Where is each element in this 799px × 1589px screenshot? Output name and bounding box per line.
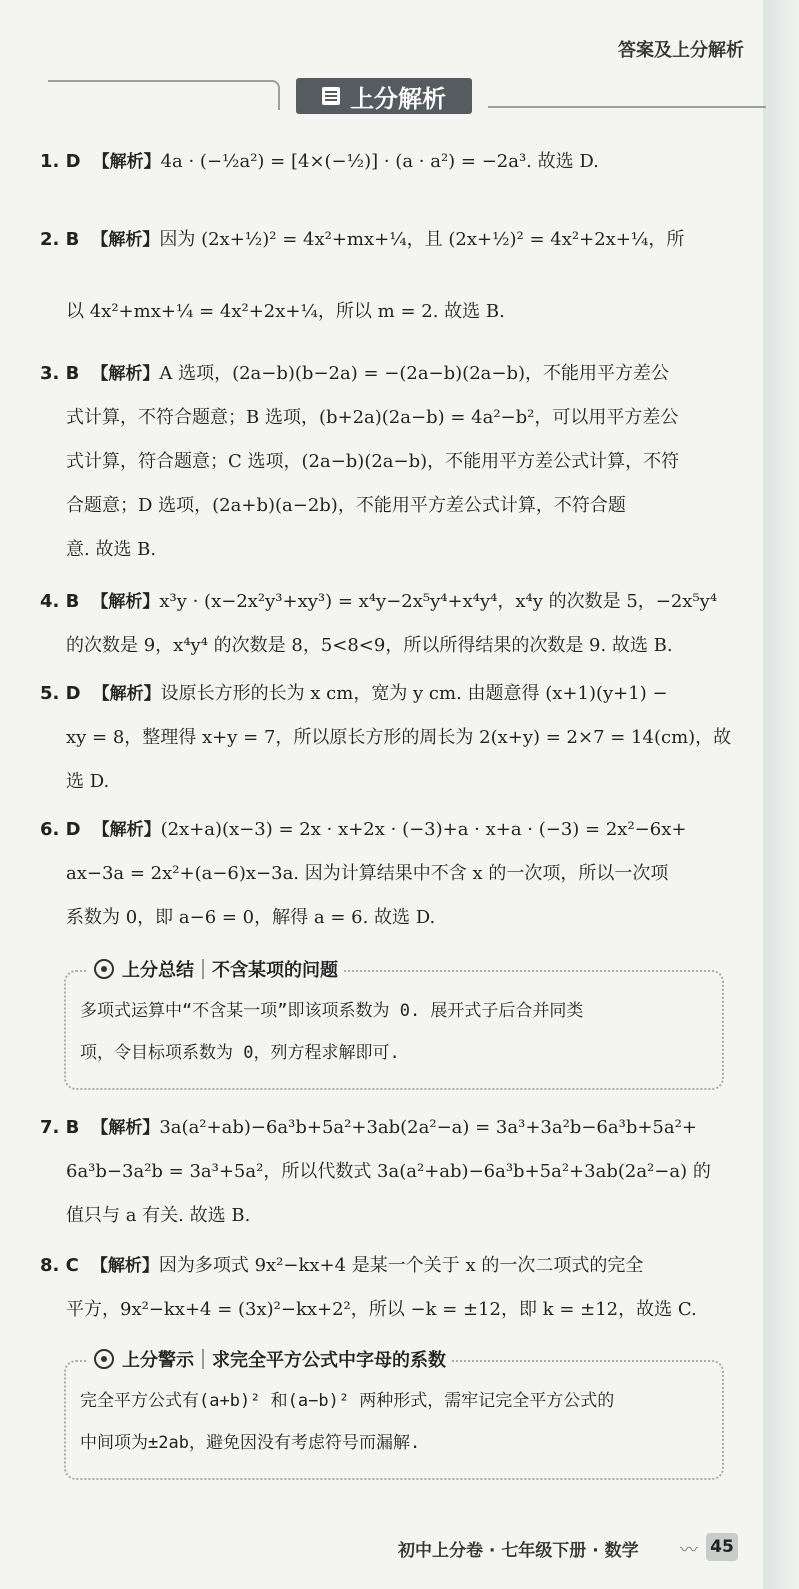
question-line: 4a · (−½a²) = [4×(−½)] · (a · a²) = −2a³. 故选 D.: [160, 151, 599, 172]
box-subtitle: 求完全平方公式中字母的系数: [212, 1350, 446, 1371]
target-icon: [94, 959, 114, 979]
analysis-tag: 【解析】: [91, 364, 160, 384]
analysis-tag: 【解析】: [92, 152, 161, 172]
question-line: 3a(a²+ab)−6a³b+5a²+3ab(2a²−a) = 3a³+3a²b−6a³b+5a²+: [159, 1117, 697, 1138]
wave-ornament-icon: 〰: [680, 1540, 698, 1561]
question-line: 值只与 a 有关. 故选 B.: [66, 1205, 251, 1226]
question-number: 2. B: [40, 229, 80, 250]
question-line: 合题意；D 选项，(2a+b)(a−2b)，不能用平方差公式计算，不符合题: [66, 495, 626, 516]
summary-box-header: [88, 956, 344, 982]
section-title: 上分解析: [350, 84, 446, 113]
analysis-tag: 【解析】: [90, 1256, 159, 1276]
analysis-tag: 【解析】: [91, 230, 160, 250]
question-line: 意. 故选 B.: [66, 539, 157, 560]
divider: [202, 959, 204, 979]
question-line: (2x+a)(x−3) = 2x · x+2x · (−3)+a · x+a · (−3) = 2x²−6x+: [160, 819, 687, 840]
question-line: 6a³b−3a²b = 3a³+5a²，所以代数式 3a(a²+ab)−6a³b+5a²+3ab(2a²−a) 的: [66, 1161, 711, 1182]
box-line: 中间项为±2ab，避免因没有考虑符号而漏解.: [80, 1433, 421, 1453]
warning-box-header: [88, 1346, 452, 1372]
question-line: 平方，9x²−kx+4 = (3x)²−kx+2²，所以 −k = ±12，即 k = ±12，故选 C.: [66, 1299, 697, 1320]
question-number: 3. B: [40, 363, 80, 384]
question-number: 4. B: [40, 591, 80, 612]
question-line: 式计算，符合题意；C 选项，(2a−b)(2a−b)，不能用平方差公式计算，不符: [66, 451, 680, 472]
box-subtitle: 不含某项的问题: [212, 960, 338, 981]
question-line: 的次数是 9，x⁴y⁴ 的次数是 8，5<8<9，所以所得结果的次数是 9. 故选 B.: [66, 635, 673, 656]
box-line: 完全平方公式有(a+b)² 和(a−b)² 两种形式，需牢记完全平方公式的: [80, 1391, 615, 1411]
analysis-tag: 【解析】: [91, 1118, 160, 1138]
box-title: 上分总结: [122, 960, 194, 981]
page-number: 45: [706, 1533, 738, 1561]
title-rule-right: [488, 106, 766, 136]
question-line: x³y · (x−2x²y³+xy³) = x⁴y−2x⁵y⁴+x⁴y⁴，x⁴y 的次数是 5，−2x⁵y⁴: [159, 591, 718, 612]
target-icon: [94, 1349, 114, 1369]
box-line: 多项式运算中“不含某一项”即该项系数为 0. 展开式子后合并同类: [80, 1001, 584, 1021]
question-5: [40, 672, 740, 804]
analysis-tag: 【解析】: [91, 592, 160, 612]
header-title: 答案及上分解析: [618, 40, 744, 61]
question-number: 7. B: [40, 1117, 80, 1138]
analysis-tag: 【解析】: [92, 684, 161, 704]
question-number: 6. D: [40, 819, 81, 840]
question-7: [40, 1106, 740, 1238]
question-number: 8. C: [40, 1255, 79, 1276]
question-number: 1. D: [40, 151, 81, 172]
warning-box: [64, 1350, 724, 1480]
footer-text: 初中上分卷 · 七年级下册 · 数学: [398, 1541, 639, 1561]
question-4: [40, 580, 740, 668]
question-line: xy = 8，整理得 x+y = 7，所以原长方形的周长为 2(x+y) = 2×7 = 14(cm)，故: [66, 727, 732, 748]
title-rule-left: [48, 80, 280, 110]
summary-box-body: [66, 972, 722, 1084]
question-line: 系数为 0，即 a−6 = 0，解得 a = 6. 故选 D.: [66, 907, 436, 928]
question-2: [40, 218, 740, 334]
document-icon: [322, 87, 340, 105]
question-line: 式计算，不符合题意；B 选项，(b+2a)(2a−b) = 4a²−b²，可以用平方差公: [66, 407, 679, 428]
analysis-tag: 【解析】: [92, 820, 161, 840]
summary-box: [64, 960, 724, 1090]
warning-box-body: [66, 1362, 722, 1474]
question-line: 因为 (2x+½)² = 4x²+mx+¼，且 (2x+½)² = 4x²+2x+¼，所: [159, 229, 685, 250]
section-title-badge: [296, 78, 472, 114]
page-edge-strip: [763, 0, 799, 1589]
box-line: 项，令目标项系数为 0，列方程求解即可.: [80, 1043, 400, 1063]
question-8: [40, 1244, 740, 1332]
question-line: 因为多项式 9x²−kx+4 是某一个关于 x 的一次二项式的完全: [158, 1255, 644, 1276]
box-title: 上分警示: [122, 1350, 194, 1371]
question-1: [40, 140, 740, 184]
question-line: 设原长方形的长为 x cm，宽为 y cm. 由题意得 (x+1)(y+1) −: [160, 683, 668, 704]
question-6: [40, 808, 740, 940]
question-line: A 选项，(2a−b)(b−2a) = −(2a−b)(2a−b)，不能用平方差公: [159, 363, 670, 384]
divider: [202, 1349, 204, 1369]
question-line: 以 4x²+mx+¼ = 4x²+2x+¼，所以 m = 2. 故选 B.: [66, 301, 505, 322]
question-line: ax−3a = 2x²+(a−6)x−3a. 因为计算结果中不含 x 的一次项，所以一次项: [66, 863, 669, 884]
question-3: [40, 352, 740, 572]
question-line: 选 D.: [66, 771, 110, 792]
question-number: 5. D: [40, 683, 81, 704]
